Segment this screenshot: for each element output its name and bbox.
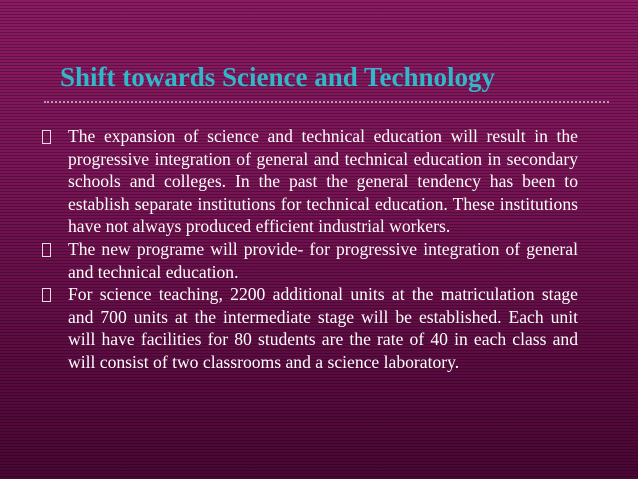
bullet-item [40, 283, 578, 373]
bullet-item [40, 238, 578, 283]
bullet-text: The new programe will provide- for progressive integration of general and technical education. [68, 238, 578, 282]
title-divider [44, 101, 609, 103]
square-bullet-icon [42, 130, 51, 144]
square-bullet-icon [42, 288, 51, 302]
bullet-item [40, 125, 578, 238]
bullet-list [40, 125, 578, 374]
square-bullet-icon [42, 243, 51, 257]
bullet-text: For science teaching, 2200 additional units at the matriculation stage and 700 units at the intermediate stage will be established. Each unit will have facilities for 80 students are the rate of 40 in each class and will consist of two classrooms and a science laboratory. [68, 284, 578, 372]
bullet-text: The expansion of science and technical education will result in the progressive integration of general and technical education in secondary schools and colleges. In the past the general tendency has been to establish separate institutions for technical education. These institutions have not always produced efficient industrial workers. [68, 126, 578, 237]
slide-title: Shift towards Science and Technology [60, 62, 496, 92]
